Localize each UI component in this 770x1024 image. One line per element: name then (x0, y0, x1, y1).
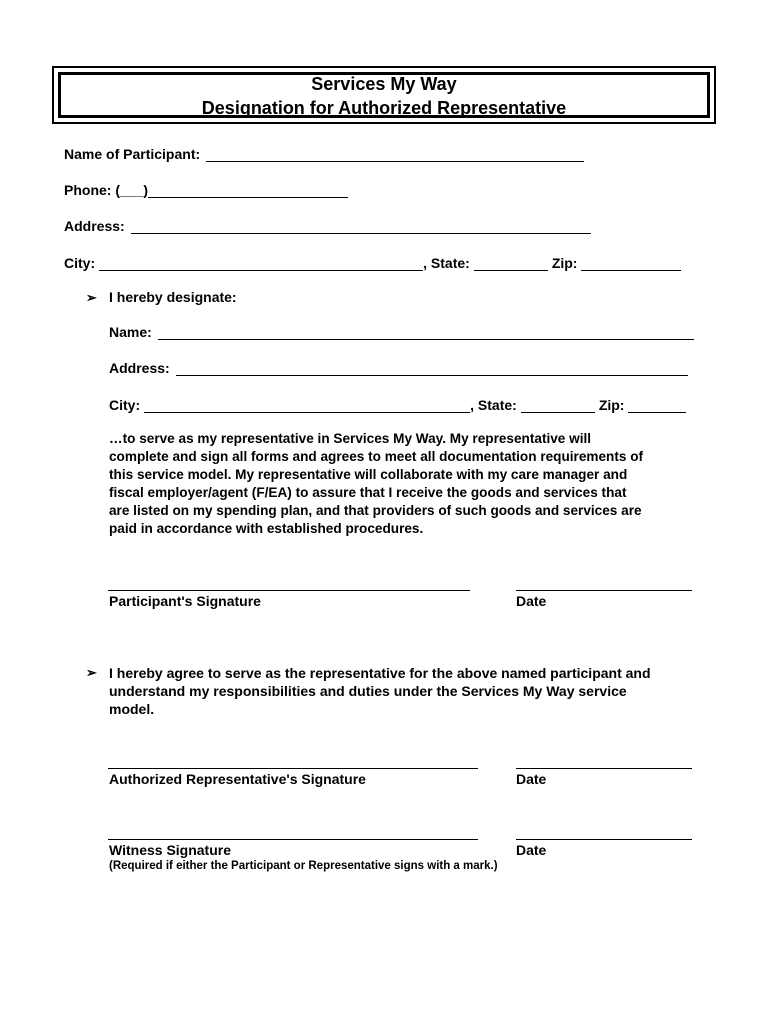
designee-address-field[interactable] (176, 361, 688, 376)
participant-phone-field[interactable] (148, 183, 348, 198)
document-title: Services My Way (311, 74, 457, 94)
designate-heading: I hereby designate: (109, 289, 237, 305)
participant-state-label: , State: (423, 255, 470, 271)
witness-signature-line[interactable] (108, 839, 478, 840)
participant-zip-label: Zip: (551, 255, 578, 271)
designee-city-field[interactable] (144, 398, 470, 413)
designee-zip-field[interactable] (628, 398, 686, 413)
designee-address-row (109, 360, 688, 376)
paragraph-line: are listed on my spending plan, and that providers of such goods and services are (109, 503, 642, 518)
witness-signature-label: Witness Signature (109, 842, 232, 858)
paragraph-line: this service model. My representative will collaborate with my care manager and (109, 467, 628, 482)
participant-address-label: Address: (64, 218, 125, 234)
agreement-line: understand my responsibilities and duties under the Services My Way service (109, 683, 627, 699)
witness-date-label: Date (516, 842, 547, 858)
participant-date-line[interactable] (516, 590, 692, 591)
witness-date-line[interactable] (516, 839, 692, 840)
paragraph-line: fiscal employer/agent (F/EA) to assure that I receive the goods and services that (109, 485, 627, 500)
participant-city-field[interactable] (99, 256, 423, 271)
arrow-bullet-icon: ➢ (86, 290, 97, 305)
participant-address-row (64, 218, 591, 234)
arrow-bullet-icon: ➢ (86, 665, 97, 680)
designee-name-label: Name: (109, 324, 152, 340)
designee-city-label: City: (109, 397, 141, 413)
participant-date-label: Date (516, 593, 547, 609)
participant-signature-line[interactable] (108, 590, 470, 591)
designee-state-field[interactable] (521, 398, 595, 413)
witness-note: (Required if either the Participant or Representative signs with a mark.) (109, 860, 498, 872)
designee-address-label: Address: (109, 360, 170, 376)
participant-name-field[interactable] (206, 147, 584, 162)
participant-address-field[interactable] (131, 219, 591, 234)
representative-signature-label: Authorized Representative's Signature (109, 771, 366, 787)
participant-state-field[interactable] (474, 256, 548, 271)
participant-phone-label: Phone: (___) (64, 182, 149, 198)
participant-signature-label: Participant's Signature (109, 593, 261, 609)
participant-zip-field[interactable] (581, 256, 681, 271)
paragraph-line: paid in accordance with established procedures. (109, 521, 424, 536)
agreement-line: model. (109, 701, 155, 717)
representative-date-label: Date (516, 771, 547, 787)
participant-phone-row (64, 182, 348, 198)
designee-state-label: , State: (470, 397, 517, 413)
participant-city-label: City: (64, 255, 96, 271)
participant-name-row (64, 146, 584, 162)
paragraph-line: complete and sign all forms and agrees to meet all documentation requirements of (109, 449, 644, 464)
designee-name-field[interactable] (158, 325, 694, 340)
agreement-paragraph (109, 664, 709, 718)
agreement-line: I hereby agree to serve as the representative for the above named participant and (109, 665, 651, 681)
participant-city-row (64, 255, 681, 271)
document-subtitle: Designation for Authorized Representative (201, 98, 567, 118)
designee-name-row (109, 324, 694, 340)
representative-date-line[interactable] (516, 768, 692, 769)
representative-signature-line[interactable] (108, 768, 478, 769)
participant-name-label: Name of Participant: (64, 146, 201, 162)
representative-terms-paragraph (109, 430, 709, 538)
paragraph-line: …to serve as my representative in Services My Way. My representative will (109, 431, 592, 446)
designee-zip-label: Zip: (598, 397, 625, 413)
title-box (52, 66, 716, 124)
designee-city-row (109, 397, 686, 413)
